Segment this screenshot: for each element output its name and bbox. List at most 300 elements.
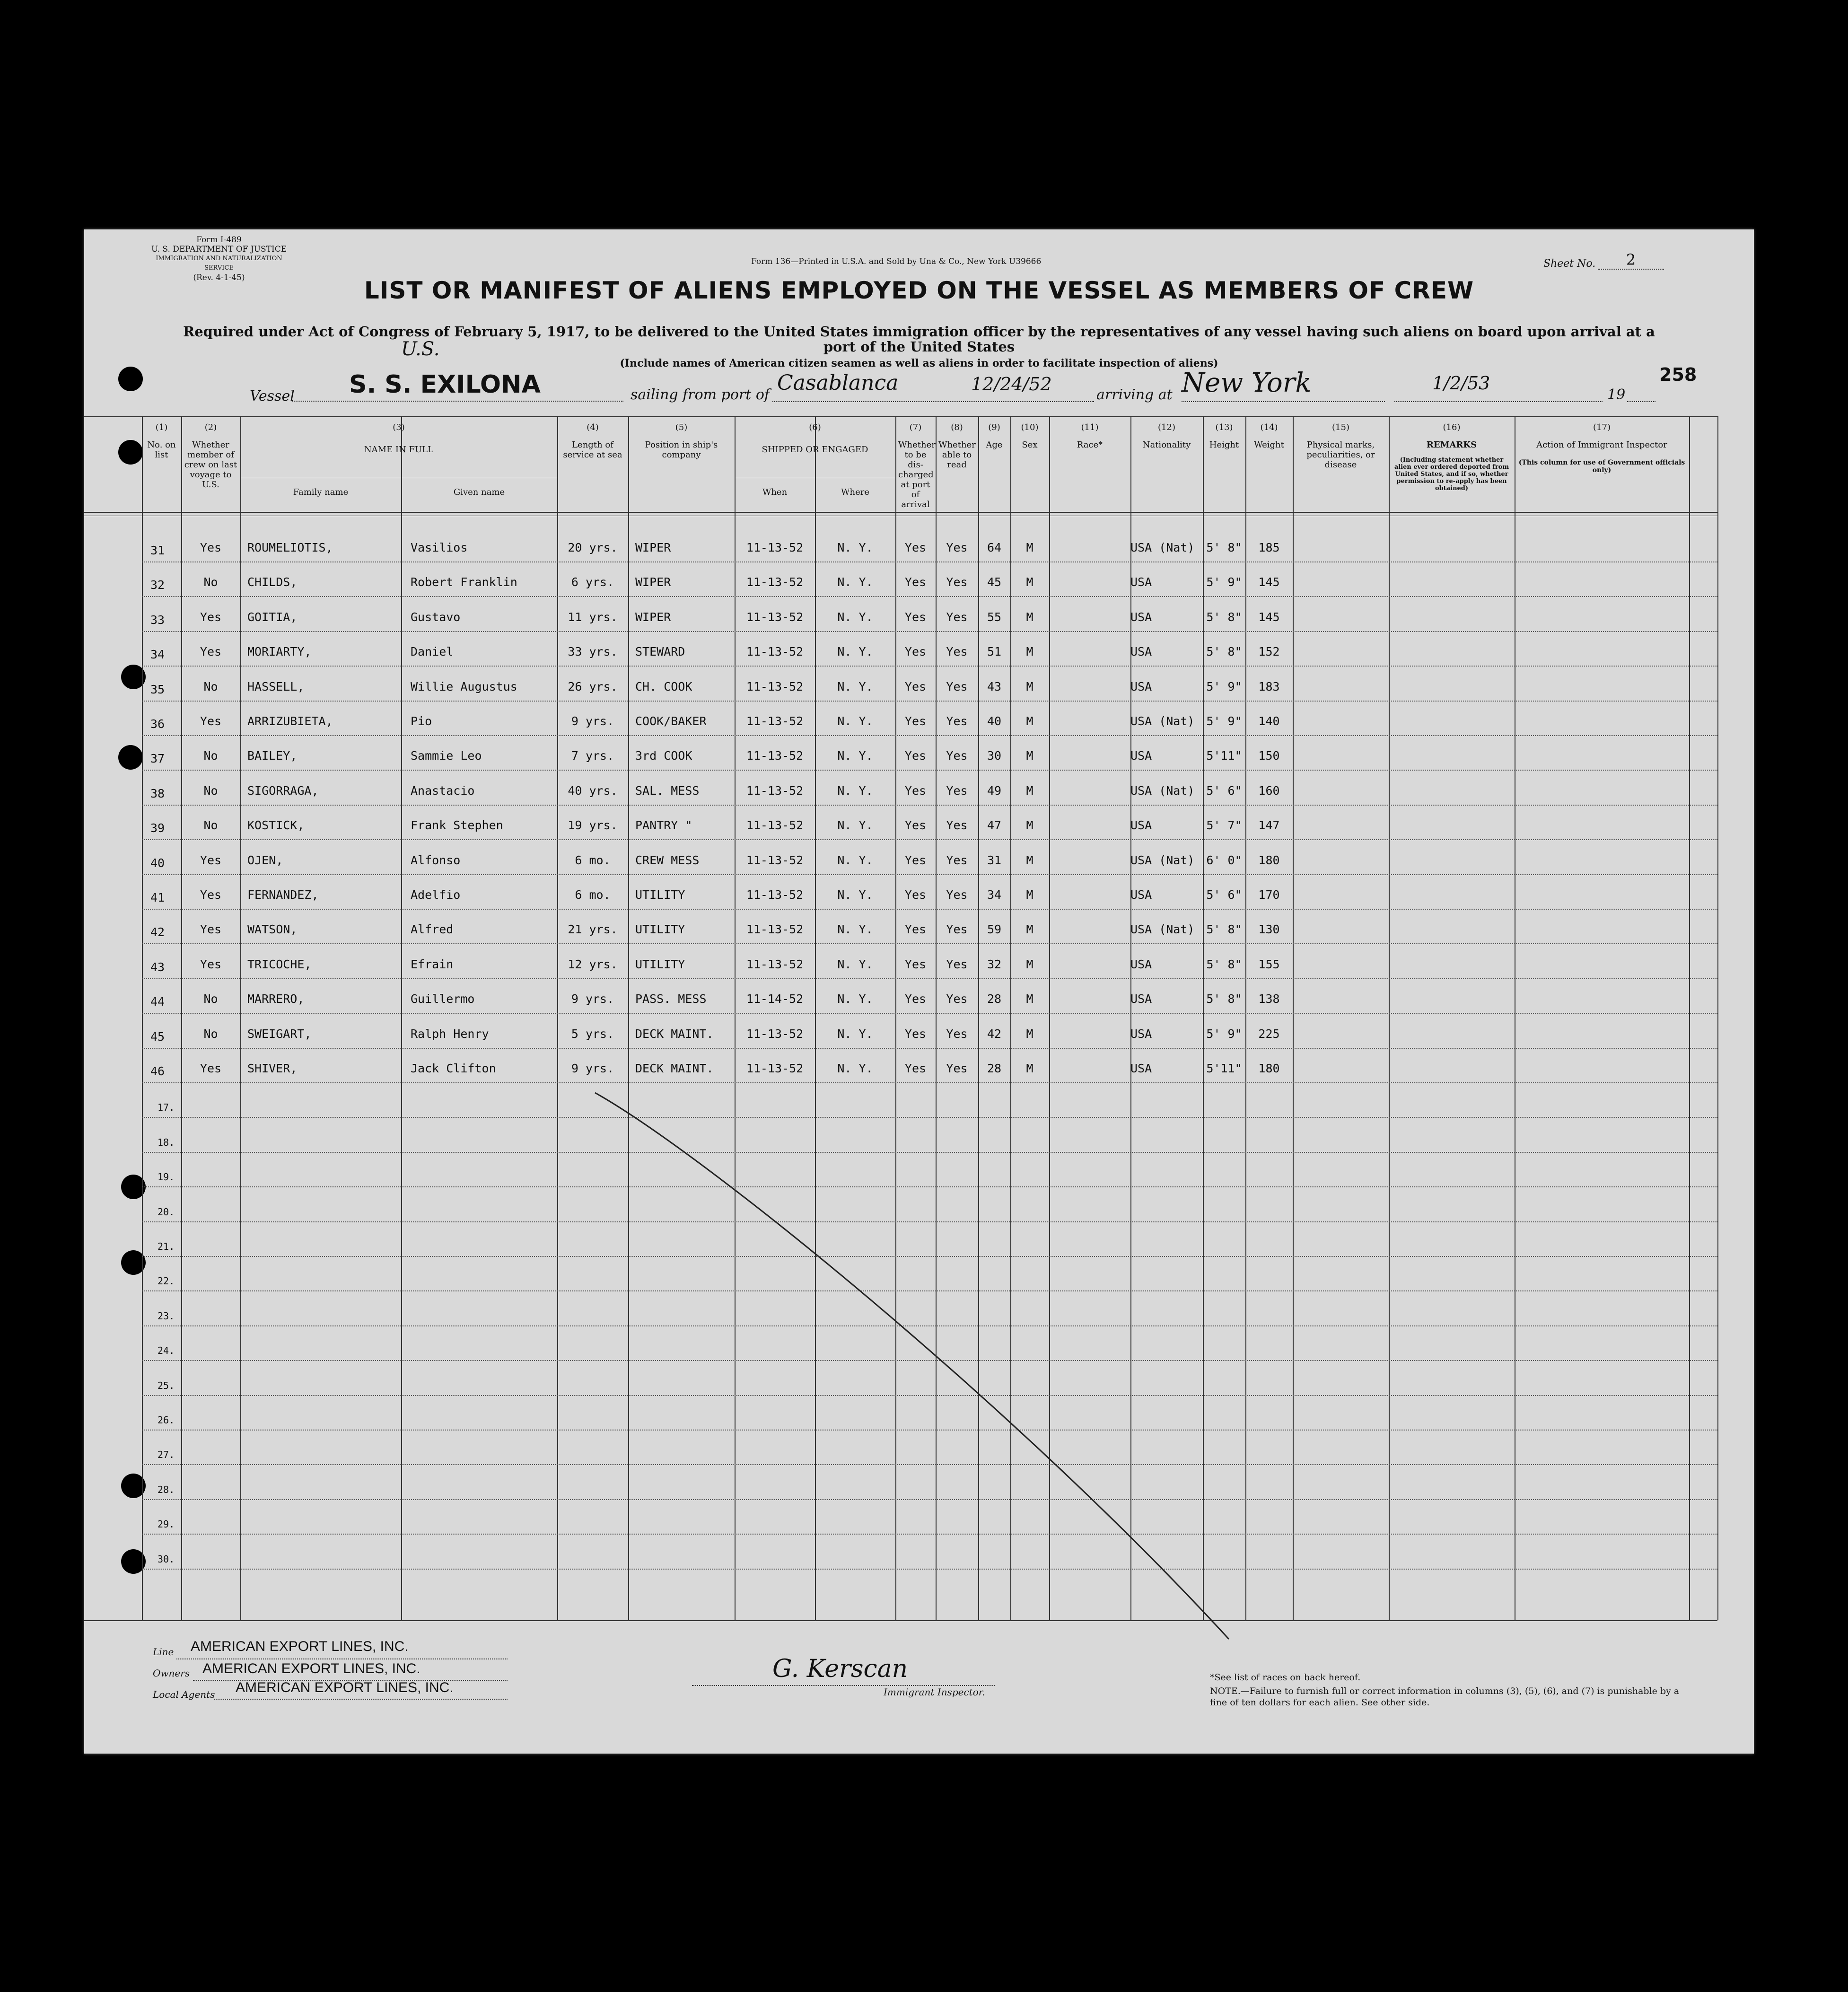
col-no-number: (1) (155, 422, 168, 432)
form-number: Form I-489 (196, 235, 242, 245)
empty-row-number: 27. (158, 1449, 175, 1460)
row-where: N. Y. (837, 575, 873, 589)
col-shipped-label: SHIPPED OR ENGAGED (762, 445, 868, 455)
row-sex: M (1026, 541, 1033, 554)
row-number: 36 (150, 717, 165, 731)
row-number: 40 (150, 856, 165, 870)
row-where: N. Y. (837, 853, 873, 867)
row-last-voyage: Yes (200, 714, 222, 728)
row-height: 5' 9" (1206, 575, 1242, 589)
row-position: PANTRY " (635, 818, 692, 832)
row-family-name: KOSTICK, (247, 818, 305, 832)
col-sex-number: (10) (1021, 422, 1039, 432)
row-given-name: Robert Franklin (411, 575, 517, 589)
row-when: 11-13-52 (746, 922, 804, 936)
row-height: 5' 6" (1206, 888, 1242, 902)
row-read: Yes (946, 922, 968, 936)
col-height-label: Height (1209, 440, 1239, 450)
row-service: 7 yrs. (571, 749, 614, 763)
col-last-voyage-number: (2) (204, 422, 217, 432)
row-number: 42 (150, 925, 165, 939)
empty-row-number: 23. (158, 1310, 175, 1322)
row-sex: M (1026, 853, 1033, 867)
row-position: WIPER (635, 575, 671, 589)
row-given-name: Pio (411, 714, 432, 728)
row-sex: M (1026, 645, 1033, 658)
col-given-name: Given name (453, 487, 505, 497)
agents-field (214, 1678, 508, 1700)
col-family-name: Family name (293, 487, 349, 497)
row-when: 11-13-52 (746, 575, 804, 589)
col-weight-number: (14) (1260, 422, 1278, 432)
col-physical-label: Physical marks, peculiarities, or disease (1306, 440, 1375, 470)
row-family-name: ARRIZUBIETA, (247, 714, 333, 728)
row-number: 45 (150, 1030, 165, 1044)
row-when: 11-13-52 (746, 888, 804, 902)
row-height: 5' 6" (1206, 784, 1242, 798)
sheet-label: Sheet No. (1543, 258, 1596, 270)
row-number: 32 (150, 578, 165, 592)
port-from: Casablanca (777, 371, 899, 395)
note-line: (Include names of American citizen seamen as well as aliens in order to facilitate inspection of aliens) (620, 357, 1218, 369)
row-read: Yes (946, 818, 968, 832)
row-sex: M (1026, 714, 1033, 728)
col-action-label: Action of Immigrant Inspector (1536, 440, 1667, 450)
row-service: 6 mo. (575, 853, 611, 867)
row-family-name: OJEN, (247, 853, 283, 867)
stamp-number: 258 (1659, 364, 1697, 385)
row-family-name: HASSELL, (247, 680, 305, 693)
row-sex: M (1026, 749, 1033, 763)
empty-row-number: 19. (158, 1171, 175, 1183)
row-nationality: USA (1130, 1062, 1152, 1075)
row-sex: M (1026, 922, 1033, 936)
empty-row-number: 18. (158, 1137, 175, 1148)
row-weight: 140 (1258, 714, 1280, 728)
row-sex: M (1026, 610, 1033, 624)
row-when: 11-13-52 (746, 1027, 804, 1041)
row-nationality: USA (Nat) (1130, 922, 1195, 936)
col-action-note: (This column for use of Government officials only) (1518, 459, 1685, 474)
empty-row-number: 28. (158, 1484, 175, 1495)
row-number: 34 (150, 648, 165, 661)
row-where: N. Y. (837, 645, 873, 658)
row-last-voyage: Yes (200, 922, 222, 936)
row-age: 49 (987, 784, 1002, 798)
row-nationality: USA (Nat) (1130, 784, 1195, 798)
row-weight: 160 (1258, 784, 1280, 798)
row-when: 11-13-52 (746, 680, 804, 693)
row-discharged: Yes (904, 992, 927, 1006)
col-read-number: (8) (951, 422, 963, 432)
row-height: 5' 8" (1206, 992, 1242, 1006)
row-where: N. Y. (837, 888, 873, 902)
row-where: N. Y. (837, 784, 873, 798)
col-discharged-label: Whether to be dis-charged at port of arrival (898, 440, 936, 509)
row-read: Yes (946, 784, 968, 798)
row-age: 42 (987, 1027, 1002, 1041)
row-age: 32 (987, 957, 1002, 971)
row-when: 11-13-52 (746, 957, 804, 971)
empty-row-number: 25. (158, 1380, 175, 1391)
row-read: Yes (946, 749, 968, 763)
row-age: 55 (987, 610, 1002, 624)
row-discharged: Yes (904, 645, 927, 658)
vessel-label: Vessel (250, 388, 295, 404)
row-discharged: Yes (904, 1062, 927, 1075)
row-position: WIPER (635, 610, 671, 624)
row-given-name: Vasilios (411, 541, 468, 554)
row-where: N. Y. (837, 922, 873, 936)
row-given-name: Ralph Henry (411, 1027, 489, 1041)
col-race-number: (11) (1081, 422, 1099, 432)
agents-label: Local Agents (153, 1689, 215, 1700)
row-height: 5' 9" (1206, 714, 1242, 728)
row-discharged: Yes (904, 818, 927, 832)
row-number: 43 (150, 960, 165, 974)
row-weight: 150 (1258, 749, 1280, 763)
row-age: 51 (987, 645, 1002, 658)
vessel-name: S. S. EXILONA (349, 370, 541, 399)
row-given-name: Guillermo (411, 992, 475, 1006)
row-discharged: Yes (904, 610, 927, 624)
row-service: 12 yrs. (568, 957, 618, 971)
row-given-name: Efrain (411, 957, 454, 971)
col-name-number: (3) (393, 422, 405, 432)
row-service: 20 yrs. (568, 541, 618, 554)
row-family-name: GOITIA, (247, 610, 298, 624)
row-sex: M (1026, 992, 1033, 1006)
row-family-name: MARRERO, (247, 992, 305, 1006)
empty-row-number: 17. (158, 1102, 175, 1113)
department: U. S. DEPARTMENT OF JUSTICE (151, 245, 287, 254)
fine-note: NOTE.—Failure to furnish full or correct information in columns (3), (5), (6), and (7) is punishable by a fine of ten dollars for each alien. See other side. (1210, 1686, 1680, 1708)
row-number: 37 (150, 752, 165, 765)
col-weight-label: Weight (1254, 440, 1284, 450)
row-given-name: Alfred (411, 922, 454, 936)
row-discharged: Yes (904, 1027, 927, 1041)
row-read: Yes (946, 610, 968, 624)
col-age-label: Age (986, 440, 1003, 450)
row-height: 5' 9" (1206, 680, 1242, 693)
row-family-name: MORIARTY, (247, 645, 312, 658)
row-last-voyage: Yes (200, 645, 222, 658)
revision: (Rev. 4-1-45) (193, 273, 245, 282)
row-position: UTILITY (635, 888, 685, 902)
row-service: 9 yrs. (571, 1062, 614, 1075)
row-position: DECK MAINT. (635, 1027, 714, 1041)
row-read: Yes (946, 853, 968, 867)
row-service: 33 yrs. (568, 645, 618, 658)
row-given-name: Jack Clifton (411, 1062, 496, 1075)
row-family-name: SIGORRAGA, (247, 784, 319, 798)
row-position: CH. COOK (635, 680, 692, 693)
row-sex: M (1026, 957, 1033, 971)
page-title: LIST OR MANIFEST OF ALIENS EMPLOYED ON THE VESSEL AS MEMBERS OF CREW (364, 277, 1474, 304)
row-number: 44 (150, 995, 165, 1009)
row-discharged: Yes (904, 888, 927, 902)
row-sex: M (1026, 818, 1033, 832)
row-where: N. Y. (837, 992, 873, 1006)
row-where: N. Y. (837, 541, 873, 554)
row-family-name: SWEIGART, (247, 1027, 312, 1041)
row-discharged: Yes (904, 957, 927, 971)
row-age: 28 (987, 1062, 1002, 1075)
col-read-label: Whether able to read (938, 440, 976, 470)
row-service: 40 yrs. (568, 784, 618, 798)
row-read: Yes (946, 1062, 968, 1075)
row-last-voyage: No (203, 575, 218, 589)
row-number: 38 (150, 787, 165, 800)
port-to: New York (1182, 368, 1312, 398)
row-position: PASS. MESS (635, 992, 707, 1006)
col-nationality-number: (12) (1158, 422, 1175, 432)
row-last-voyage: Yes (200, 957, 222, 971)
row-position: UTILITY (635, 922, 685, 936)
row-service: 21 yrs. (568, 922, 618, 936)
row-where: N. Y. (837, 749, 873, 763)
row-age: 30 (987, 749, 1002, 763)
row-height: 5'11" (1206, 749, 1242, 763)
row-number: 31 (150, 544, 165, 557)
row-read: Yes (946, 957, 968, 971)
signature-field (692, 1655, 995, 1686)
row-number: 35 (150, 683, 165, 696)
col-remarks-label: REMARKS (1426, 440, 1477, 450)
row-when: 11-14-52 (746, 992, 804, 1006)
col-physical-number: (15) (1332, 422, 1349, 432)
row-when: 11-13-52 (746, 541, 804, 554)
sailing-label: sailing from port of (631, 386, 770, 403)
row-discharged: Yes (904, 541, 927, 554)
agents-value: AMERICAN EXPORT LINES, INC. (236, 1680, 454, 1695)
row-nationality: USA (1130, 575, 1152, 589)
row-given-name: Alfonso (411, 853, 461, 867)
col-age-number: (9) (988, 422, 1000, 432)
row-when: 11-13-52 (746, 1062, 804, 1075)
row-when: 11-13-52 (746, 749, 804, 763)
row-where: N. Y. (837, 1027, 873, 1041)
row-nationality: USA (1130, 680, 1152, 693)
col-when: When (762, 487, 788, 497)
row-discharged: Yes (904, 922, 927, 936)
row-height: 5'11" (1206, 1062, 1242, 1075)
cancel-line (84, 229, 1754, 1754)
row-nationality: USA (1130, 888, 1152, 902)
row-weight: 147 (1258, 818, 1280, 832)
row-nationality: USA (1130, 992, 1152, 1006)
row-age: 43 (987, 680, 1002, 693)
service: IMMIGRATION AND NATURALIZATION SERVICE (156, 255, 282, 272)
row-height: 5' 8" (1206, 957, 1242, 971)
line-field (176, 1641, 508, 1659)
row-read: Yes (946, 575, 968, 589)
row-age: 40 (987, 714, 1002, 728)
row-position: UTILITY (635, 957, 685, 971)
row-given-name: Anastacio (411, 784, 475, 798)
row-when: 11-13-52 (746, 610, 804, 624)
subtitle: Required under Act of Congress of February 5, 1917, to be delivered to the United States immigration officer by the representatives of any vessel having such aliens on board upon arrival at a port of the United States (183, 324, 1655, 355)
empty-row-number: 24. (158, 1345, 175, 1356)
row-service: 6 yrs. (571, 575, 614, 589)
row-weight: 130 (1258, 922, 1280, 936)
row-given-name: Gustavo (411, 610, 461, 624)
arriving-label: arriving at (1096, 386, 1173, 403)
row-when: 11-13-52 (746, 714, 804, 728)
row-given-name: Daniel (411, 645, 454, 658)
row-last-voyage: Yes (200, 610, 222, 624)
row-last-voyage: Yes (200, 1062, 222, 1075)
row-where: N. Y. (837, 680, 873, 693)
col-no-label: No. on list (147, 440, 176, 460)
row-position: WIPER (635, 541, 671, 554)
date-from: 12/24/52 (971, 374, 1052, 395)
row-last-voyage: No (203, 992, 218, 1006)
row-discharged: Yes (904, 853, 927, 867)
row-when: 11-13-52 (746, 818, 804, 832)
row-height: 5' 7" (1206, 818, 1242, 832)
row-nationality: USA (1130, 749, 1152, 763)
row-when: 11-13-52 (746, 784, 804, 798)
row-where: N. Y. (837, 610, 873, 624)
row-position: DECK MAINT. (635, 1062, 714, 1075)
row-sex: M (1026, 784, 1033, 798)
row-given-name: Sammie Leo (411, 749, 482, 763)
row-position: CREW MESS (635, 853, 700, 867)
col-race-label: Race* (1077, 440, 1103, 450)
row-sex: M (1026, 680, 1033, 693)
row-where: N. Y. (837, 957, 873, 971)
row-nationality: USA (1130, 645, 1152, 658)
row-discharged: Yes (904, 784, 927, 798)
row-number: 33 (150, 613, 165, 627)
row-family-name: WATSON, (247, 922, 298, 936)
empty-row-number: 22. (158, 1275, 175, 1287)
row-weight: 180 (1258, 1062, 1280, 1075)
row-family-name: CHILDS, (247, 575, 298, 589)
row-last-voyage: Yes (200, 853, 222, 867)
row-read: Yes (946, 680, 968, 693)
row-service: 6 mo. (575, 888, 611, 902)
row-read: Yes (946, 1027, 968, 1041)
empty-row-number: 29. (158, 1518, 175, 1530)
col-position-number: (5) (675, 422, 688, 432)
row-last-voyage: No (203, 818, 218, 832)
row-position: STEWARD (635, 645, 685, 658)
col-where: Where (841, 487, 869, 497)
row-nationality: USA (Nat) (1130, 853, 1195, 867)
empty-row-number: 26. (158, 1414, 175, 1426)
row-nationality: USA (1130, 1027, 1152, 1041)
col-name-label: NAME IN FULL (364, 445, 434, 455)
col-action-number: (17) (1593, 422, 1611, 432)
row-service: 5 yrs. (571, 1027, 614, 1041)
row-weight: 145 (1258, 610, 1280, 624)
row-nationality: USA (1130, 957, 1152, 971)
row-nationality: USA (Nat) (1130, 541, 1195, 554)
owners-value: AMERICAN EXPORT LINES, INC. (202, 1661, 420, 1676)
owners-label: Owners (153, 1667, 190, 1679)
row-where: N. Y. (837, 714, 873, 728)
row-family-name: SHIVER, (247, 1062, 298, 1075)
row-position: COOK/BAKER (635, 714, 707, 728)
row-service: 9 yrs. (571, 992, 614, 1006)
row-age: 28 (987, 992, 1002, 1006)
date-to: 1/2/53 (1432, 373, 1490, 394)
row-weight: 170 (1258, 888, 1280, 902)
empty-row-number: 21. (158, 1241, 175, 1252)
row-height: 5' 8" (1206, 610, 1242, 624)
row-discharged: Yes (904, 575, 927, 589)
row-age: 47 (987, 818, 1002, 832)
races-note: *See list of races on back hereof. (1210, 1672, 1361, 1683)
line-value: AMERICAN EXPORT LINES, INC. (191, 1639, 409, 1654)
row-age: 64 (987, 541, 1002, 554)
empty-row-number: 20. (158, 1206, 175, 1218)
row-age: 34 (987, 888, 1002, 902)
row-read: Yes (946, 714, 968, 728)
row-sex: M (1026, 1062, 1033, 1075)
col-shipped-number: (6) (809, 422, 821, 432)
year-label: 19 (1607, 386, 1626, 403)
row-read: Yes (946, 888, 968, 902)
col-nationality-label: Nationality (1142, 440, 1191, 450)
row-last-voyage: No (203, 784, 218, 798)
empty-row-number: 30. (158, 1553, 175, 1565)
row-service: 19 yrs. (568, 818, 618, 832)
row-family-name: FERNANDEZ, (247, 888, 319, 902)
row-service: 26 yrs. (568, 680, 618, 693)
row-where: N. Y. (837, 818, 873, 832)
row-discharged: Yes (904, 749, 927, 763)
row-discharged: Yes (904, 680, 927, 693)
row-age: 59 (987, 922, 1002, 936)
col-last-voyage-label: Whether member of crew on last voyage to U.S. (184, 440, 237, 490)
row-weight: 145 (1258, 575, 1280, 589)
row-sex: M (1026, 888, 1033, 902)
row-sex: M (1026, 1027, 1033, 1041)
row-last-voyage: No (203, 749, 218, 763)
row-service: 9 yrs. (571, 714, 614, 728)
row-when: 11-13-52 (746, 645, 804, 658)
row-weight: 185 (1258, 541, 1280, 554)
row-when: 11-13-52 (746, 853, 804, 867)
row-service: 11 yrs. (568, 610, 618, 624)
row-last-voyage: No (203, 1027, 218, 1041)
vessel-prefix: U.S. (401, 338, 440, 360)
row-family-name: ROUMELIOTIS, (247, 541, 333, 554)
inspector-signature: G. Kerscan (772, 1655, 908, 1683)
row-position: SAL. MESS (635, 784, 700, 798)
col-remarks-number: (16) (1443, 422, 1461, 432)
row-given-name: Willie Augustus (411, 680, 517, 693)
col-service-number: (4) (587, 422, 599, 432)
row-last-voyage: No (203, 680, 218, 693)
row-given-name: Adelfio (411, 888, 461, 902)
row-weight: 180 (1258, 853, 1280, 867)
col-discharged-number: (7) (909, 422, 922, 432)
row-age: 45 (987, 575, 1002, 589)
row-weight: 152 (1258, 645, 1280, 658)
row-family-name: TRICOCHE, (247, 957, 312, 971)
row-read: Yes (946, 645, 968, 658)
row-height: 5' 9" (1206, 1027, 1242, 1041)
row-nationality: USA (1130, 818, 1152, 832)
row-where: N. Y. (837, 1062, 873, 1075)
row-sex: M (1026, 575, 1033, 589)
row-height: 5' 8" (1206, 922, 1242, 936)
row-number: 39 (150, 821, 165, 835)
